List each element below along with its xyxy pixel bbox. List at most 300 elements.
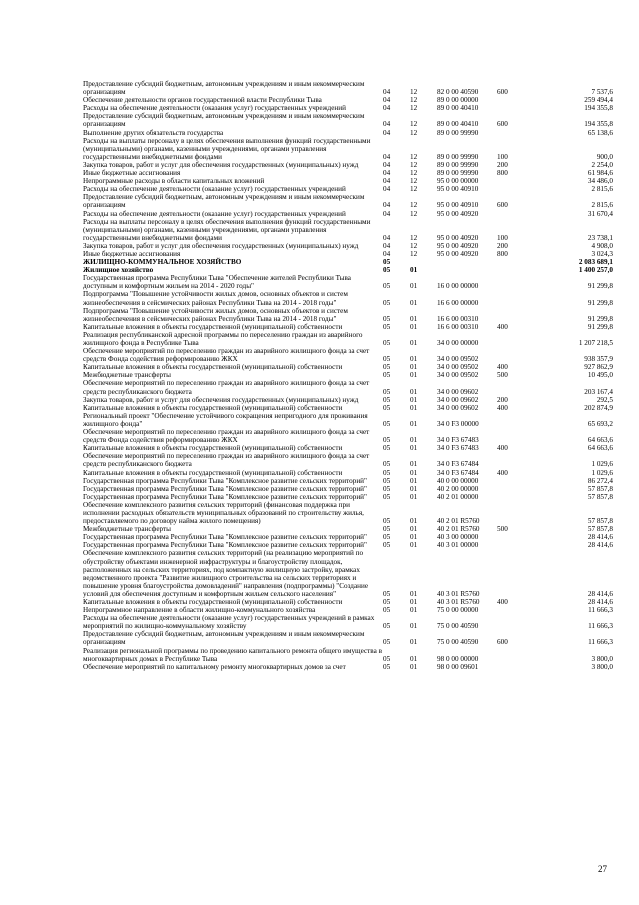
expense-name: Расходы на обеспечение деятельности (оказание услуг) государственных учреждений [83,209,346,218]
amount: 194 355,8 [584,120,613,129]
table-row [83,485,613,493]
target-article-code [437,266,497,274]
expense-name: Расходы на обеспечение деятельности (оказания услуг) государственных учреждений [83,104,346,113]
amount: 57 857,8 [587,484,613,493]
table-row [83,452,613,468]
amount: 86 272,4 [587,476,613,485]
expense-type-code: 600 [497,201,508,210]
expense-type-code [497,541,533,549]
section-code: 05 [383,436,391,445]
amount: 938 357,9 [584,355,613,364]
section-code: 05 [383,460,391,469]
target-article-code: 16 6 00 00310 [437,314,479,323]
subsection-code: 01 [410,541,418,550]
target-article-code: 95 0 00 40920 [437,209,479,218]
table-row [83,525,613,533]
target-article-code: 34 0 00 09502 [437,363,479,372]
table-row [83,477,613,485]
budget-table [83,80,613,671]
expense-name: Расходы на выплаты персоналу в целях обеспечения выполнения функций государственными (муниципальными) органами, казенными учреждениями, органами управления государственными внебюджетными фондами [83,136,371,161]
target-article-code: 95 0 00 40910 [437,185,479,194]
table-row [83,606,613,614]
table-row [83,379,613,395]
section-code: 04 [383,128,391,137]
expense-type-code [497,493,533,501]
table-row [83,169,613,177]
expense-type-code [497,663,533,671]
table-row [83,80,613,96]
target-article-code: 34 0 00 00000 [437,339,479,347]
expense-name: Расходы на обеспечение деятельности (оказание услуг) государственных учреждений [83,185,346,194]
subsection-code: 12 [410,152,418,161]
section-code: 05 [383,444,391,453]
expense-type-code: 500 [497,371,508,380]
target-article-code: 40 2 01 R5760 [437,525,480,534]
table-row [83,363,613,371]
subsection-code: 01 [410,419,418,428]
expense-type-code [497,501,533,525]
section-code: 04 [383,209,391,218]
section-code: 05 [383,606,391,615]
amount: 28 414,6 [587,589,613,598]
table-row [83,258,613,266]
section-code: 05 [383,638,391,647]
expense-type-code [497,606,533,614]
section-code: 04 [383,201,391,210]
target-article-code: 40 2 00 00000 [437,484,479,493]
expense-name: Жилищное хозяйство [83,266,154,275]
section-code: 04 [383,241,391,250]
table-row [83,104,613,112]
expense-name: Межбюджетные трансферты [83,371,171,380]
subsection-code: 01 [410,622,418,631]
table-row [83,501,613,525]
amount: 202 874,9 [584,403,613,412]
subsection-code: 01 [410,460,418,469]
subsection-code: 01 [410,266,418,275]
expense-name: Реализация республиканской адресной программы по переселению граждан из аварийного жилищного фонда в Республике Тыва [83,330,363,347]
expense-name: Капитальные вложения в объекты государственной (муниципальной) собственности [83,403,343,412]
subsection-code: 12 [410,169,418,178]
subsection-code: 01 [410,606,418,615]
target-article-code: 34 0 00 09502 [437,355,479,364]
subsection-code: 12 [410,185,418,194]
target-article-code: 89 0 00 99990 [437,128,479,137]
section-code: 05 [383,314,391,323]
expense-type-code: 400 [497,403,508,412]
expense-name: Иные бюджетные ассигнования [83,169,181,178]
section-code: 05 [383,517,391,526]
amount: 11 666,3 [588,622,613,631]
amount: 57 857,8 [587,525,613,534]
target-article-code: 89 0 00 40410 [437,104,479,113]
expense-name: Обеспечение мероприятий по переселению граждан из аварийного жилищного фонда за счет средств Фонда содействия реформированию ЖКХ [83,347,370,364]
amount: 11 666,3 [588,606,613,615]
subsection-code: 12 [410,160,418,169]
expense-name: Иные бюджетные ассигнования [83,249,181,258]
table-row [83,96,613,104]
expense-name: Реализация региональной программы по проведению капитального ремонта общего имущества в многоквартирных домах в Республике Тыва [83,646,382,663]
target-article-code: 34 0 F3 67484 [437,460,479,469]
target-article-code: 34 0 00 09502 [437,371,479,380]
table-row [83,161,613,169]
target-article-code: 95 0 00 00000 [437,177,479,186]
expense-type-code [497,129,533,137]
amount: 4 908,0 [591,241,613,250]
target-article-code: 16 0 00 00000 [437,282,479,291]
expense-type-code: 600 [497,88,508,97]
expense-type-code: 400 [497,468,508,477]
amount: 11 666,3 [588,638,613,647]
target-article-code: 89 0 00 99990 [437,152,479,161]
subsection-code: 12 [410,120,418,129]
subsection-code: 01 [410,598,418,606]
target-article-code: 89 0 00 99990 [437,160,479,169]
table-row [83,242,613,250]
target-article-code: 95 0 00 40920 [437,233,479,242]
section-code: 05 [383,339,391,347]
expense-type-code: 800 [497,249,508,258]
expense-name: Подпрограмма "Повышение устойчивости жилых домов, основных объектов и систем жизнеобеспечения в сейсмических районах Республики Тыва на 2014 - 2018 годы" [83,306,348,323]
subsection-code: 01 [410,322,418,331]
expense-type-code: 200 [497,395,508,404]
subsection-code: 01 [410,339,418,347]
subsection-code: 01 [410,444,418,453]
amount: 3 024,3 [591,249,613,258]
table-row [83,274,613,290]
table-row [83,210,613,218]
section-code: 04 [383,185,391,194]
target-article-code: 34 0 00 09602 [437,395,479,404]
table-row [83,266,613,274]
target-article-code: 95 0 00 40920 [437,241,479,250]
section-code: 05 [383,322,391,331]
target-article-code: 16 6 00 00000 [437,298,479,307]
subsection-code: 01 [410,436,418,445]
target-article-code: 40 2 01 R5760 [437,517,480,526]
table-row [83,129,613,137]
section-code: 05 [383,492,391,501]
table-row [83,404,613,412]
expense-type-code [497,177,533,185]
subsection-code: 12 [410,104,418,113]
table-row [83,663,613,671]
amount: 2 254,0 [591,160,613,169]
target-article-code: 40 3 01 R5760 [437,589,480,598]
table-row [83,469,613,477]
expense-name: Капитальные вложения в объекты государственной (муниципальной) собственности [83,363,343,372]
expense-type-code [497,412,533,428]
expense-name: Капитальные вложения в объекты государственной (муниципальной) собственности [83,444,343,453]
expense-name: Обеспечение мероприятий по переселению граждан из аварийного жилищного фонда за счет средств республиканского бюджета [83,452,370,469]
section-code: 04 [383,177,391,186]
amount: 91 299,8 [587,282,613,291]
expense-name: Обеспечение мероприятий по капитальному ремонту многоквартирных домов за счет [83,662,346,671]
target-article-code: 89 0 00 00000 [437,96,479,105]
table-row [83,137,613,161]
section-code: 05 [383,525,391,534]
subsection-code: 12 [410,128,418,137]
expense-name: Капитальные вложения в объекты государственной (муниципальной) собственности [83,322,343,331]
amount: 34 486,0 [587,177,613,186]
section-code: 05 [383,468,391,477]
expense-name: Государственная программа Республики Тыва "Комплексное развитие сельских территорий" [83,484,367,493]
expense-type-code [497,428,533,444]
amount: 2 083 689,1 [578,258,613,267]
expense-type-code: 400 [497,322,508,331]
expense-type-code [497,331,533,347]
expense-name: Закупка товаров, работ и услуг для обеспечения государственных (муниципальных) нужд [83,395,359,404]
section-code: 05 [383,387,391,396]
expense-name: Обеспечение комплексного развития сельских территорий (на реализацию мероприятий по обустройству объектами инженерной инфраструктуры и благоустройству площадок, расположенных на сельских территориях, под компактную жилищную застройку, врамках ведомственного проекта "Развитие жилищного строительства на сельских территориях и повышение уровня благоустройства домовладений" направления (подпрограммы) "Создание условий для обеспечения доступным и комфортным жильем сельского населения" [83,549,369,598]
table-row [83,614,613,630]
subsection-code: 01 [410,282,418,291]
amount: 10 495,0 [587,371,613,380]
target-article-code: 98 0 00 09601 [437,662,479,671]
target-article-code: 40 3 01 R5760 [437,598,480,606]
target-article-code: 40 0 00 00000 [437,476,479,485]
expense-name: Расходы на обеспечение деятельности (оказание услуг) государственных учреждений в рамках мероприятий по жилищно-коммунальному хозяйству [83,614,375,631]
section-code: 05 [383,395,391,404]
subsection-code: 12 [410,249,418,258]
expense-type-code: 400 [497,598,508,606]
expense-name: Предоставление субсидий бюджетным, автономным учреждениям и иным некоммерческим организациям [83,112,365,129]
table-row [83,630,613,646]
section-code: 04 [383,152,391,161]
subsection-code: 01 [410,533,418,542]
expense-name: Предоставление субсидий бюджетным, автономным учреждениям и иным некоммерческим организациям [83,630,365,647]
section-code: 05 [383,298,391,307]
expense-name: Предоставление субсидий бюджетным, автономным учреждениям и иным некоммерческим организациям [83,193,365,210]
expense-name: Обеспечение комплексного развития сельских территорий (финансовая поддержка при исполнении расходных обязательств муниципальных образований по строительству жилья, предоставляемого по договору найма жилого помещения) [83,500,364,526]
expense-type-code [497,290,533,306]
target-article-code: 40 3 01 00000 [437,541,479,550]
amount: 57 857,8 [587,492,613,501]
amount: 259 494,4 [584,96,613,105]
expense-type-code: 600 [497,120,508,129]
expense-name: Закупка товаров, работ и услуг для обеспечения государственных (муниципальных) нужд [83,160,359,169]
subsection-code: 01 [410,363,418,372]
expense-type-code: 600 [497,638,508,647]
expense-type-code [497,549,533,598]
expense-type-code: 800 [497,169,508,178]
section-code: 04 [383,88,391,97]
section-code: 05 [383,363,391,372]
amount: 203 167,4 [584,387,613,396]
subsection-code: 01 [410,654,418,663]
expense-type-code: 500 [497,525,508,534]
subsection-code: 01 [410,484,418,493]
amount: 64 663,6 [587,444,613,453]
expense-type-code [497,96,533,104]
subsection-code: 01 [410,468,418,477]
expense-type-code: 200 [497,241,508,250]
table-row [83,185,613,193]
expense-type-code: 100 [497,152,508,161]
target-article-code: 34 0 F3 67483 [437,436,479,445]
table-row [83,250,613,258]
expense-name: Обеспечение мероприятий по переселению граждан из аварийного жилищного фонда за счет средств Фонда содействия реформированию ЖКХ [83,428,370,445]
table-row [83,177,613,185]
amount: 2 815,6 [591,185,613,194]
expense-type-code: 400 [497,444,508,453]
expense-type-code [497,647,533,663]
amount: 65 138,6 [587,128,613,137]
expense-type-code [497,266,533,274]
section-code: 05 [383,484,391,493]
expense-name: Государственная программа Республики Тыва "Комплексное развитие сельских территорий" [83,476,367,485]
table-row [83,371,613,379]
amount: 1 400 257,0 [578,266,613,275]
expense-name: Непрограммные расходы в области капитальных вложений [83,177,265,186]
expense-type-code [497,274,533,290]
target-article-code: 34 0 F3 67483 [437,444,479,453]
page-number: 27 [598,864,607,874]
section-code: 05 [383,622,391,631]
target-article-code: 98 0 00 00000 [437,654,479,663]
expense-name: Региональный проект "Обеспечение устойчивого сокращения непригодного для проживания жилищного фонда" [83,411,368,428]
amount: 65 693,2 [587,419,613,428]
section-code: 05 [383,419,391,428]
expense-name: Обеспечение мероприятий по переселению граждан из аварийного жилищного фонда за счет средств республиканского бюджета [83,379,370,396]
table-row [83,193,613,209]
subsection-code: 12 [410,233,418,242]
subsection-code: 01 [410,314,418,323]
section-code: 05 [383,371,391,380]
section-code: 05 [383,355,391,364]
subsection-code: 01 [410,395,418,404]
target-article-code: 82 0 00 40590 [437,88,479,97]
amount: 900,0 [596,152,613,161]
subsection-code: 01 [410,371,418,380]
amount: 28 414,6 [587,533,613,542]
subsection-code: 12 [410,201,418,210]
expense-name: Государственная программа Республики Тыва "Комплексное развитие сельских территорий" [83,533,367,542]
amount: 2 815,6 [591,201,613,210]
expense-name: Государственная программа Республики Тыва "Комплексное развитие сельских территорий" [83,492,367,501]
section-code: 05 [383,266,391,275]
section-code: 04 [383,169,391,178]
expense-type-code [497,258,533,266]
subsection-code: 12 [410,241,418,250]
target-article-code: 89 0 00 40410 [437,120,479,129]
target-article-code: 16 6 00 00310 [437,322,479,331]
amount: 3 800,0 [591,654,613,663]
expense-type-code [497,614,533,630]
target-article-code: 75 0 00 40590 [437,638,479,647]
amount: 3 800,0 [591,662,613,671]
subsection-code: 01 [410,638,418,647]
subsection-code: 01 [410,589,418,598]
amount: 28 414,6 [587,541,613,550]
expense-type-code [497,452,533,468]
section-code: 04 [383,96,391,105]
target-article-code: 89 0 00 99990 [437,169,479,178]
section-code: 04 [383,249,391,258]
table-row [83,323,613,331]
expense-name: Непрограммное направление в области жилищно-коммунального хозяйства [83,606,316,615]
section-code: 05 [383,589,391,598]
section-code: 04 [383,104,391,113]
expense-name: Капитальные вложения в объекты государственной (муниципальной) собственности [83,598,343,606]
table-row [83,444,613,452]
expense-type-code [497,185,533,193]
expense-type-code [497,210,533,218]
table-row [83,307,613,323]
expense-type-code [497,477,533,485]
expense-type-code: 200 [497,160,508,169]
table-row [83,412,613,428]
expense-name: Выполнение других обязательств государства [83,128,224,137]
expense-name: Государственная программа Республики Тыва "Обеспечение жителей Республики Тыва доступным и комфортным жильем на 2014 - 2020 годы" [83,274,351,291]
expense-name: Предоставление субсидий бюджетным, автономным учреждениям и иным некоммерческим организациям [83,80,365,97]
amount: 57 857,8 [587,517,613,526]
table-row [83,541,613,549]
subsection-code: 12 [410,88,418,97]
table-row [83,112,613,128]
amount: 1 029,6 [591,468,613,477]
target-article-code: 34 0 00 09602 [437,387,479,396]
budget-table-body [83,80,613,671]
table-row [83,428,613,444]
section-code: 05 [383,662,391,671]
amount: 23 738,1 [587,233,613,242]
expense-type-code [497,104,533,112]
expense-name: Капитальные вложения в объекты государственной (муниципальной) собственности [83,468,343,477]
section-code: 05 [383,533,391,542]
subsection-code: 12 [410,96,418,105]
target-article-code: 95 0 00 40910 [437,201,479,210]
amount: 28 414,6 [587,598,613,606]
subsection-code [410,258,437,266]
expense-name: Межбюджетные трансферты [83,525,171,534]
amount: 292,5 [596,395,613,404]
table-row [83,331,613,347]
amount: 61 984,6 [587,169,613,178]
target-article-code: 34 0 F3 00000 [437,419,479,428]
expense-name: Подпрограмма "Повышение устойчивости жилых домов, основных объектов и систем жизнеобеспечения в сейсмических районах Республики Тыва на 2014 - 2018 годы" [83,290,348,307]
table-row [83,347,613,363]
subsection-code: 01 [410,525,418,534]
table-row [83,647,613,663]
expense-type-code [497,533,533,541]
section-code: 05 [383,403,391,412]
amount: 91 299,8 [587,322,613,331]
target-article-code: 75 0 00 00000 [437,606,479,615]
amount: 194 355,8 [584,104,613,113]
table-row [83,290,613,306]
section-code: 05 [383,654,391,663]
subsection-code: 01 [410,492,418,501]
amount: 927 862,9 [584,363,613,372]
expense-name: Государственная программа Республики Тыва "Комплексное развитие сельских территорий" [83,541,367,550]
subsection-code: 12 [410,209,418,218]
target-article-code: 34 0 F3 67484 [437,468,479,477]
table-row [83,598,613,606]
subsection-code: 12 [410,177,418,186]
table-row [83,549,613,598]
target-article-code: 40 2 01 00000 [437,492,479,501]
table-row [83,218,613,242]
amount: 1 207 218,5 [578,339,613,347]
expense-type-code [497,379,533,395]
expense-type-code [497,307,533,323]
section-code: 04 [383,160,391,169]
table-row [83,396,613,404]
amount: 91 299,8 [587,314,613,323]
target-article-code: 34 0 00 09602 [437,403,479,412]
subsection-code: 01 [410,476,418,485]
